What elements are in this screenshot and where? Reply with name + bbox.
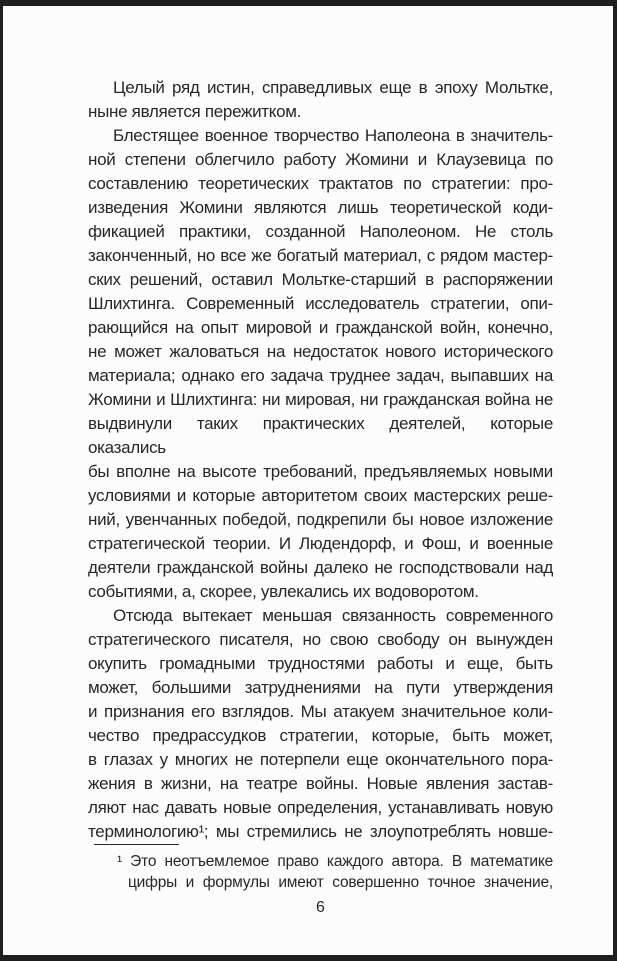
text-line: Шлихтинга. Современный исследователь стратегии, опи- [88,294,553,313]
footnote-line: цифры и формулы имеют совершенно точное значение, [128,874,553,891]
text-line: окупить громадными трудностями работы и еще, быть [88,654,553,673]
footnote-separator [94,844,179,845]
text-line: и признания его взглядов. Мы атакуем значительное коли- [88,702,553,721]
body-text [88,76,553,844]
text-line: деятели гражданской войны далеко не господствовали над [88,558,553,577]
text-line: ских решений, оставил Мольтке-старший в распоряжении [88,270,553,289]
text-line: составлению теоретических трактатов по стратегии: про- [88,174,553,193]
text-line: жения в жизни, на театре войны. Новые явления застав- [88,774,553,793]
text-line: стратегической теории. И Людендорф, и Фош, и военные [88,534,553,553]
paragraph [88,604,553,844]
text-line: событиями, а, скорее, увлекались их водоворотом. [88,582,479,601]
text-line: Целый ряд истин, справедливых еще в эпоху Мольтке, [113,78,553,97]
paragraph [88,76,553,124]
text-line: может, большими затруднениями на пути утверждения [88,678,553,697]
text-line: ляют нас давать новые определения, устанавливать новую [88,798,553,817]
text-line: фикацией практики, созданной Наполеоном. Не столь [88,222,553,241]
page-number: 6 [316,899,325,916]
book-page [3,6,613,955]
text-line: ной степени облегчило работу Жомини и Клаузевица по [88,150,553,169]
footnote [117,851,553,893]
text-line: ний, увенчанных победой, подкрепили бы новое изложение [88,510,553,529]
footnote-line: ¹ Это неотъемлемое право каждого автора. В математике [117,853,553,870]
text-line: бы вполне на высоте требований, предъявляемых новыми [88,462,553,481]
text-line: Жомини и Шлихтинга: ни мировая, ни гражданская война не [88,390,553,409]
text-line: терминологию¹; мы стремились не злоупотреблять новше- [88,822,553,841]
paragraph [88,124,553,604]
text-line: стратегического писателя, но свою свободу он вынужден [88,630,553,649]
text-line: рающийся на опыт мировой и гражданской войн, конечно, [88,318,553,337]
text-line: не может жаловаться на недостаток нового исторического [88,342,553,361]
text-line: законченный, но все же богатый материал, с рядом мастер- [88,246,553,265]
text-line: ныне является пережитком. [88,102,302,121]
text-line: чество предрассудков стратегии, которые, быть может, [88,726,553,745]
text-line: условиями и которые авторитетом своих мастерских реше- [88,486,553,505]
text-line: выдвинули таких практических деятелей, которые оказались [88,414,553,457]
text-line: материала; однако его задача труднее задач, выпавших на [88,366,553,385]
text-line: Отсюда вытекает меньшая связанность современного [113,606,553,625]
text-line: Блестящее военное творчество Наполеона в значитель- [113,126,553,145]
text-line: в глазах у многих не потерпели еще окончательного пора- [88,750,553,769]
text-line: изведения Жомини являются лишь теоретической коди- [88,198,553,217]
